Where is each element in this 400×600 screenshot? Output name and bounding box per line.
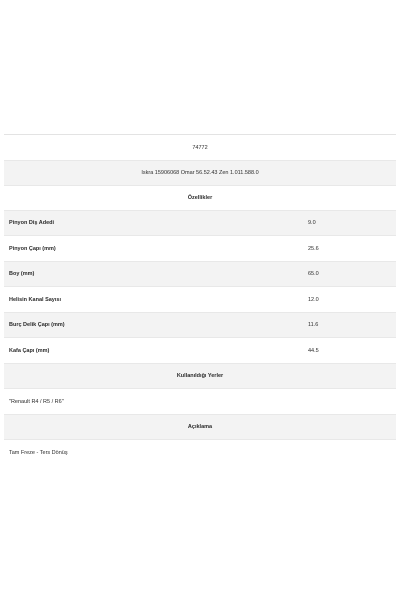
feature-label: Kafa Çapı (mm) (9, 347, 50, 354)
feature-value: 65.0 (308, 271, 319, 277)
feature-value: 9.0 (308, 220, 316, 226)
feature-value: 44.5 (308, 347, 319, 354)
feature-label: Helisin Kanal Sayısı (9, 296, 61, 303)
feature-value: 12.0 (308, 296, 319, 303)
description-row (4, 440, 396, 466)
feature-value: 11.6 (308, 322, 319, 328)
product-references: Iskra 15906068 Omar 56.52.43 Zen 1.011.588.0 (141, 170, 259, 176)
usage-heading-row (4, 364, 396, 389)
product-code: 74772 (192, 144, 208, 151)
feature-label: Boy (mm) (9, 271, 35, 277)
product-references-row (4, 161, 396, 186)
product-spec-table (4, 134, 396, 466)
usage-heading: Kullanıldığı Yerler (176, 373, 224, 379)
description-heading: Açıklama (187, 424, 213, 430)
usage-text: "Renault R4 / R5 / R6" (9, 398, 64, 405)
usage-row (4, 389, 396, 415)
description-heading-row (4, 415, 396, 440)
feature-label: Pinyon Diş Adedi (9, 220, 55, 226)
features-heading: Özellikler (187, 195, 213, 201)
feature-row (4, 262, 396, 287)
feature-label: Pinyon Çapı (mm) (9, 245, 56, 252)
feature-row (4, 338, 396, 364)
feature-row (4, 211, 396, 236)
feature-label: Burç Delik Çapı (mm) (9, 322, 65, 328)
feature-value: 25.6 (308, 245, 319, 252)
feature-row (4, 287, 396, 313)
description-text: Tam Freze - Ters Dönüş (9, 450, 68, 456)
feature-row (4, 313, 396, 338)
features-heading-row (4, 186, 396, 211)
feature-row (4, 236, 396, 262)
product-code-row (4, 135, 396, 161)
